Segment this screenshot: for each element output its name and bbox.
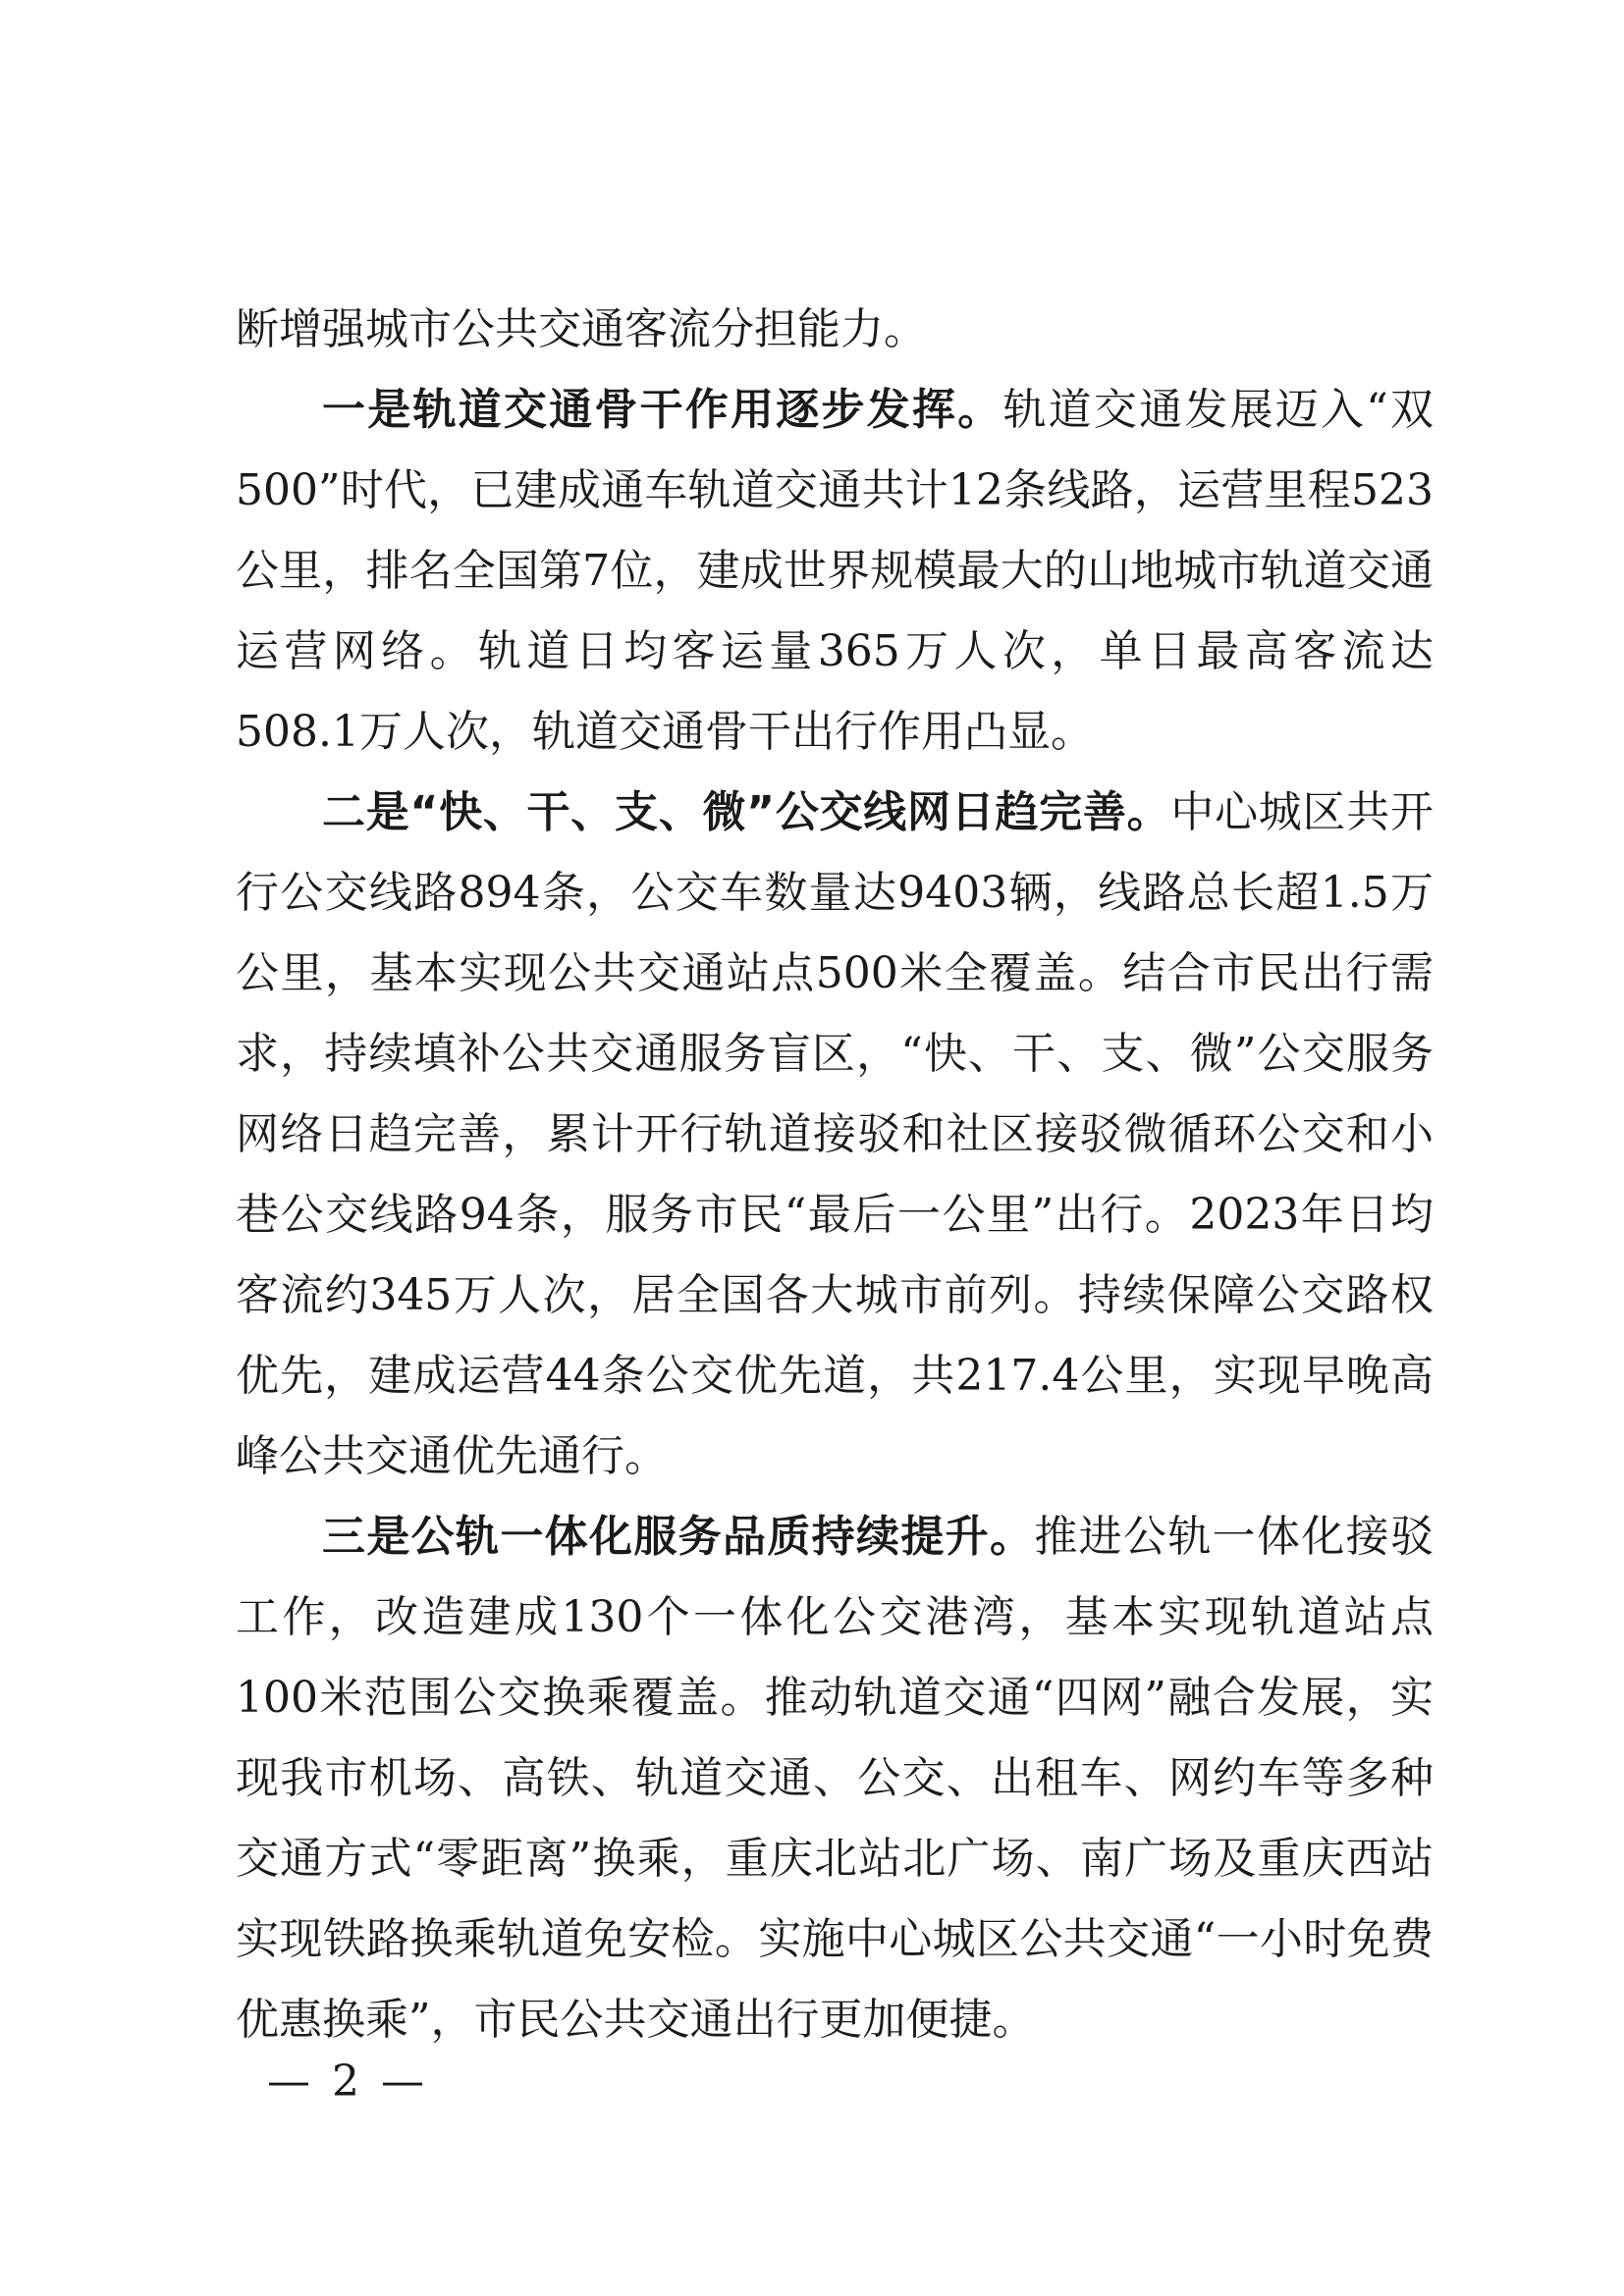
paragraph-lead: 二是“快、干、支、微”公交线网日趋完善。 <box>322 787 1171 837</box>
paragraph-bus-network <box>236 773 1434 1497</box>
paragraph-lead: 一是轨道交通骨干作用逐步发挥。 <box>322 385 1003 435</box>
page-number: — 2 — <box>267 2056 428 2107</box>
paragraph-continuation <box>236 290 1434 370</box>
paragraph-text: 推进公轨一体化接驳工作，改造建成130个一体化公交港湾，基本实现轨道站点100米范围公交换乘覆盖。推动轨道交通“四网”融合发展，实现我市机场、高铁、轨道交通、公交、出租车、网约车等多种交通方式“零距离”换乘，重庆北站北广场、南广场及重庆西站实现铁路换乘轨道免安检。实施中心城区公共交通“一小时免费优惠换乘”，市民公共交通出行更加便捷。 <box>236 1512 1435 2045</box>
document-body <box>236 290 1434 2060</box>
paragraph-text: 断增强城市公共交通客流分担能力。 <box>236 304 927 354</box>
paragraph-text: 中心城区共开行公交线路894条，公交车数量达9403辆，线路总长超1.5万公里，基本实现公共交通站点500米全覆盖。结合市民出行需求，持续填补公共交通服务盲区，“快、干、支、微”公交服务网络日趋完善，累计开行轨道接驳和社区接驳微循环公交和小巷公交线路94条，服务市民“最后一公里”出行。2023年日均客流约345万人次，居全国各大城市前列。持续保障公交路权优先，建成运营44条公交优先道，共217.4公里，实现早晚高峰公共交通优先通行。 <box>236 787 1434 1481</box>
paragraph-text: 轨道交通发展迈入“双500”时代，已建成通车轨道交通共计12条线路，运营里程523公里，排名全国第7位，建成世界规模最大的山地城市轨道交通运营网络。轨道日均客运量365万人次，单日最高客流达508.1万人次，轨道交通骨干出行作用凸显。 <box>236 385 1434 757</box>
paragraph-rail-transit <box>236 370 1434 773</box>
paragraph-bus-rail-integration <box>236 1497 1434 2060</box>
paragraph-lead: 三是公轨一体化服务品质持续提升。 <box>322 1512 1035 1562</box>
